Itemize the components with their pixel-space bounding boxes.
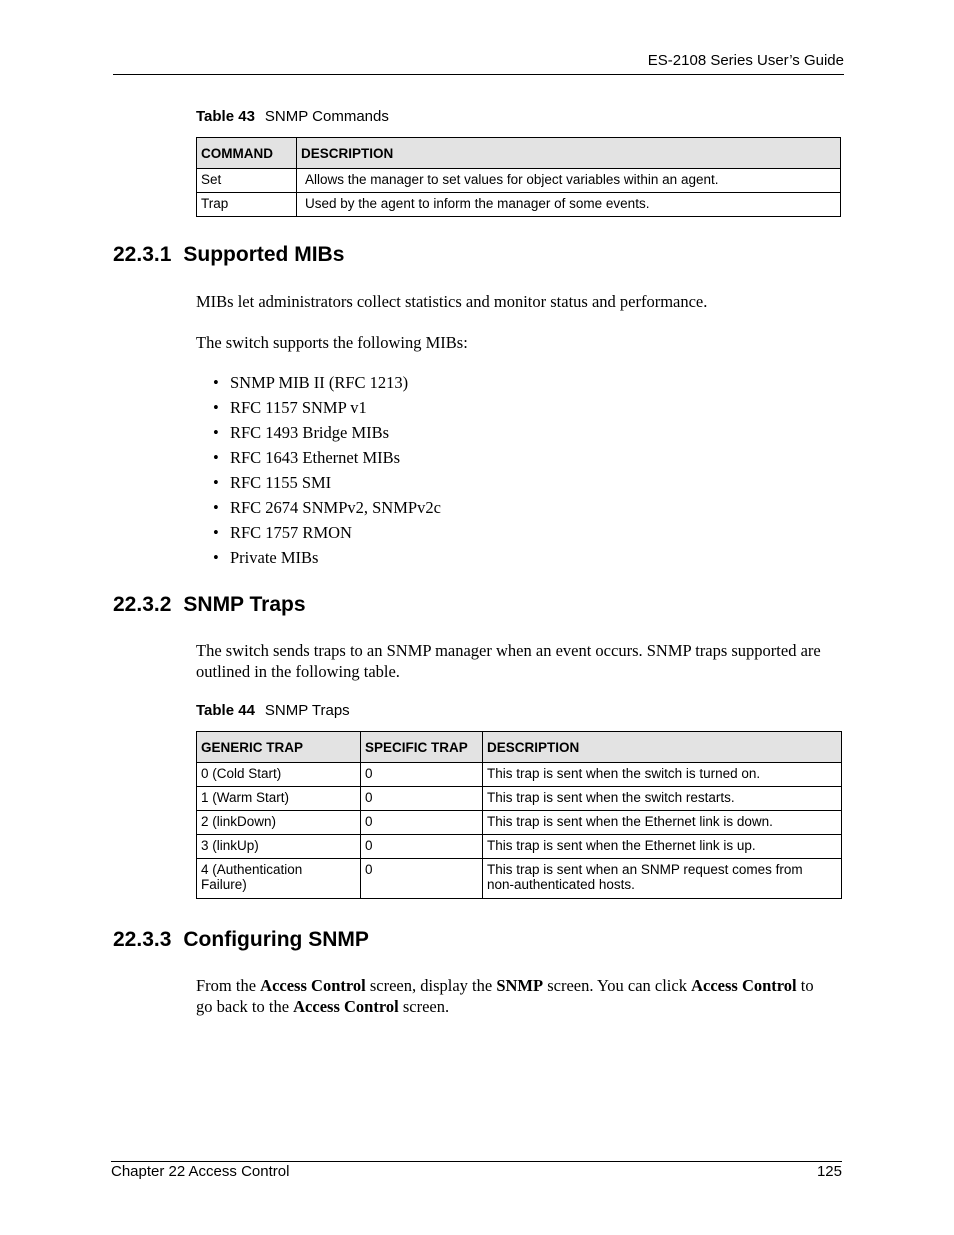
table-cell: Trap [197, 193, 297, 217]
page-number: 125 [816, 1163, 842, 1180]
section-title: Configuring SNMP [183, 928, 369, 951]
table-43-label: Table 43 [196, 108, 255, 125]
section-number: 22.3.1 [113, 243, 172, 266]
table-cell: This trap is sent when the Ethernet link is down. [483, 811, 842, 835]
page-footer [111, 1161, 842, 1180]
table-cell: Allows the manager to set values for object variables within an agent. [297, 169, 841, 193]
list-item: • RFC 1757 RMON [213, 523, 352, 542]
table-cell: 3 (linkUp) [197, 835, 361, 859]
section-number: 22.3.3 [113, 928, 172, 951]
table-44-title: SNMP Traps [264, 702, 350, 719]
table-43-title: SNMP Commands [264, 108, 389, 125]
column-header: DESCRIPTION [483, 732, 842, 763]
paragraph: The switch supports the following MIBs: [196, 333, 468, 352]
page-header [113, 50, 844, 75]
table-cell: 0 (Cold Start) [197, 763, 361, 787]
section-number: 22.3.2 [113, 593, 172, 616]
table-row [197, 763, 842, 787]
column-header: SPECIFIC TRAP [361, 732, 483, 763]
snmp-commands-table [196, 137, 841, 217]
table-row [197, 811, 842, 835]
list-item: • SNMP MIB II (RFC 1213) [213, 373, 409, 392]
section-heading-supported-mibs [113, 243, 344, 267]
table-header-row [197, 732, 842, 763]
list-item: • Private MIBs [213, 548, 319, 567]
table-cell: Set [197, 169, 297, 193]
list-item: • RFC 2674 SNMPv2, SNMPv2c [213, 498, 441, 517]
guide-title: ES-2108 Series User’s Guide [647, 52, 844, 69]
table-cell: 0 [361, 811, 483, 835]
column-header: GENERIC TRAP [197, 732, 361, 763]
table-43-caption [196, 108, 389, 125]
list-item: • RFC 1155 SMI [213, 473, 332, 492]
table-cell: This trap is sent when the switch restarts. [483, 787, 842, 811]
table-row [197, 859, 842, 899]
table-cell: 0 [361, 787, 483, 811]
table-cell: 2 (linkDown) [197, 811, 361, 835]
section-heading-configuring-snmp [113, 928, 369, 952]
column-header: COMMAND [197, 138, 297, 169]
list-item: • RFC 1643 Ethernet MIBs [213, 448, 401, 467]
mib-list [213, 370, 441, 570]
table-header-row [197, 138, 841, 169]
table-cell: 0 [361, 835, 483, 859]
list-item: • RFC 1493 Bridge MIBs [213, 423, 390, 442]
list-item: • RFC 1157 SNMP v1 [213, 398, 367, 417]
table-cell: This trap is sent when the Ethernet link is up. [483, 835, 842, 859]
table-cell: 0 [361, 859, 483, 899]
table-row [197, 787, 842, 811]
table-cell: This trap is sent when an SNMP request comes from non-authenticated hosts. [483, 859, 842, 899]
paragraph: The switch sends traps to an SNMP manager when an event occurs. SNMP traps supported are outlined in the following table. [196, 641, 821, 681]
table-44-caption [196, 702, 350, 719]
table-cell: Used by the agent to inform the manager of some events. [297, 193, 841, 217]
paragraph: MIBs let administrators collect statistics and monitor status and performance. [196, 292, 708, 311]
table-row [197, 169, 841, 193]
chapter-label: Chapter 22 Access Control [111, 1163, 290, 1180]
table-row [197, 193, 841, 217]
column-header: DESCRIPTION [297, 138, 841, 169]
section-heading-snmp-traps [113, 593, 306, 617]
table-cell: This trap is sent when the switch is turned on. [483, 763, 842, 787]
table-cell: 4 (Authentication Failure) [197, 859, 361, 899]
table-cell: 1 (Warm Start) [197, 787, 361, 811]
table-cell: 0 [361, 763, 483, 787]
snmp-traps-table [196, 731, 842, 899]
section-title: SNMP Traps [183, 593, 306, 616]
table-row [197, 835, 842, 859]
paragraph: From the Access Control screen, display the SNMP screen. You can click Access Control to go back to the Access Control screen. [196, 976, 814, 1016]
table-44-label: Table 44 [196, 702, 255, 719]
section-title: Supported MIBs [183, 243, 345, 266]
